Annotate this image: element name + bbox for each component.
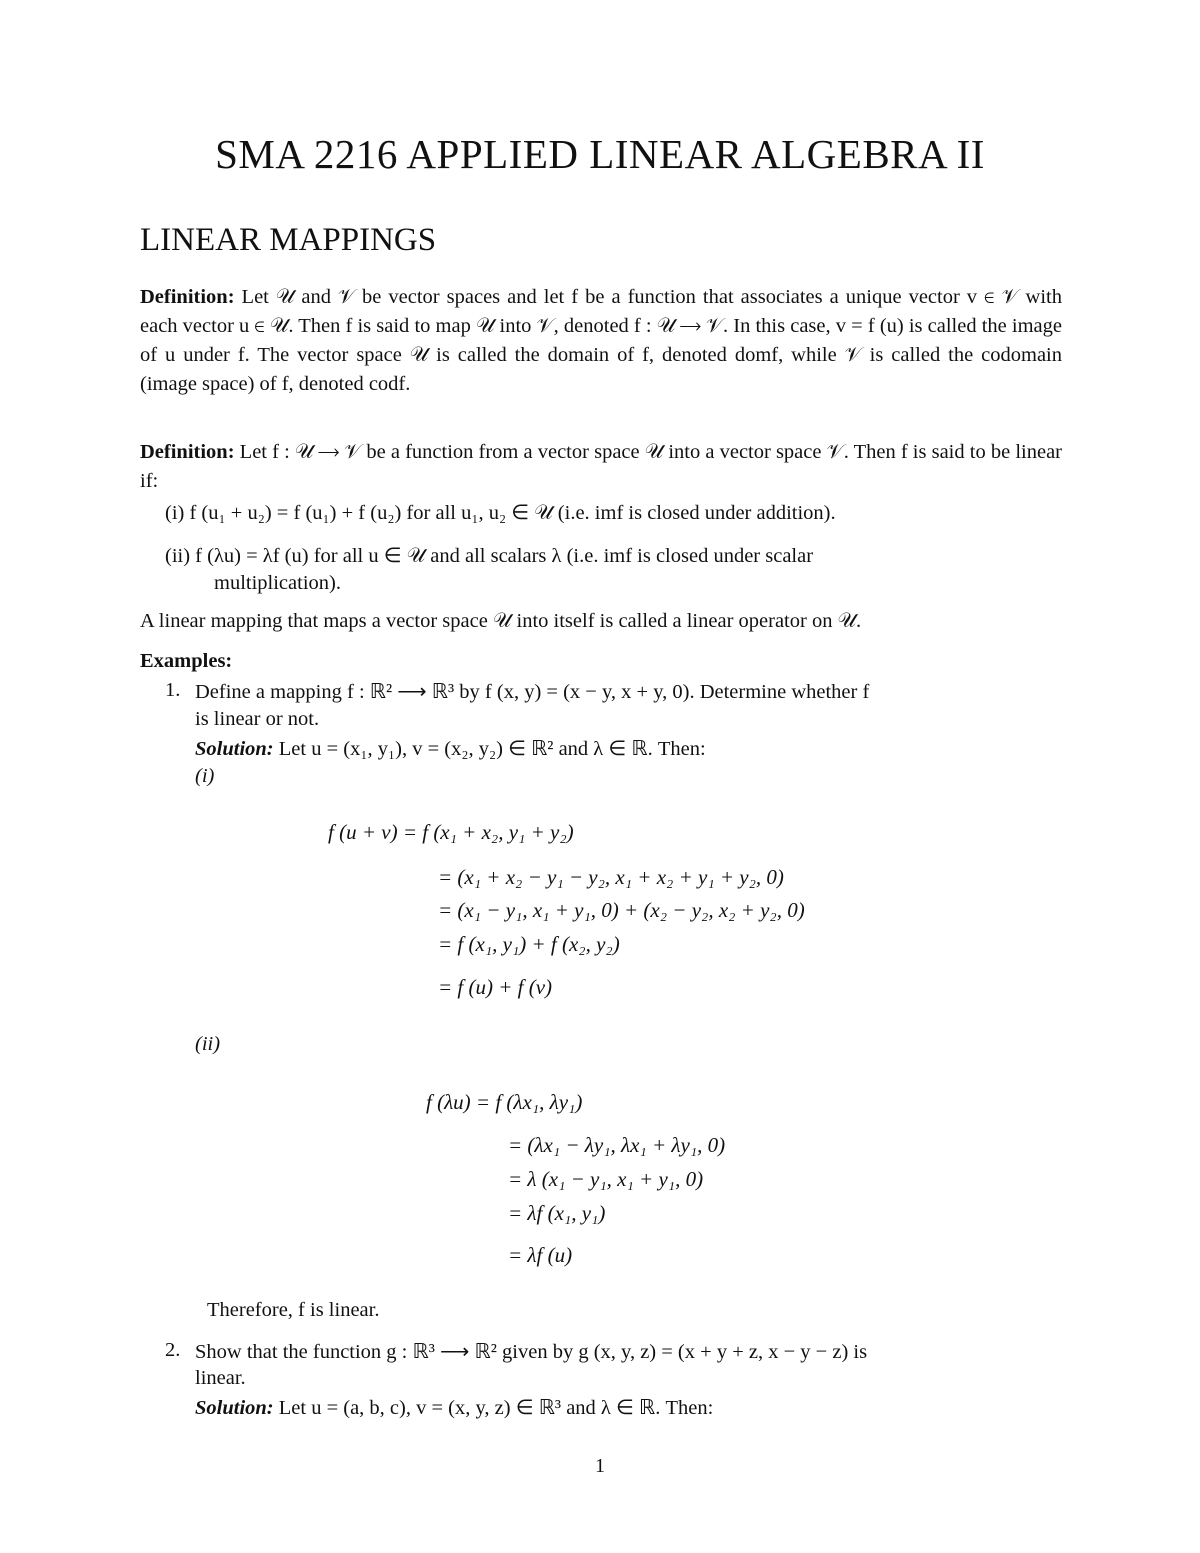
equation-line: = (λx₁ − λy₁, λx₁ + λy₁, 0)	[508, 1133, 726, 1157]
definition-text: Let f : 𝒰 ⟶ 𝒱 be a function from a vector space 𝒰 into a vector space 𝒱. Then f is said to be linear if:	[140, 441, 1062, 492]
example-2-statement-cont: linear.	[195, 1367, 246, 1389]
example-1-number: 1.	[165, 679, 181, 701]
example-2-number: 2.	[165, 1339, 181, 1361]
document-title: SMA 2216 APPLIED LINEAR ALGEBRA II	[215, 131, 985, 177]
example-1-statement: Define a mapping f : ℝ² ⟶ ℝ³ by f (x, y) = (x − y, x + y, 0). Determine whether f	[195, 681, 870, 703]
definition-mapping	[140, 283, 1062, 399]
example-2-solution	[195, 1395, 713, 1420]
example-1-part-i: (i)	[195, 765, 215, 787]
equation-line: = (x₁ − y₁, x₁ + y₁, 0) + (x₂ − y₂, x₂ + y₂, 0)	[438, 898, 805, 922]
equation-line: = (x₁ + x₂ − y₁ − y₂, x₁ + x₂ + y₁ + y₂, 0)	[438, 865, 784, 889]
equation-line: = λ (x₁ − y₁, x₁ + y₁, 0)	[508, 1167, 704, 1191]
example-1-conclusion: Therefore, f is linear.	[207, 1299, 380, 1321]
equation-line: f (λu) = f (λx₁, λy₁)	[426, 1090, 583, 1114]
solution-text: Let u = (a, b, c), v = (x, y, z) ∈ ℝ³ and λ ∈ ℝ. Then:	[278, 1397, 714, 1419]
example-2-statement: Show that the function g : ℝ³ ⟶ ℝ² given by g (x, y, z) = (x + y + z, x − y − z) is	[195, 1341, 868, 1363]
equation-line: = f (u) + f (v)	[438, 975, 553, 999]
linear-operator-sentence: A linear mapping that maps a vector space 𝒰 into itself is called a linear operator on 𝒰.	[140, 610, 862, 632]
example-1-solution	[195, 736, 706, 761]
definition-linear	[140, 438, 1062, 496]
linearity-condition-1: (i) f (u₁ + u₂) = f (u₁) + f (u₂) for all u₁, u₂ ∈ 𝒰 (i.e. imf is closed under addition).	[165, 502, 836, 524]
equation-line: = λf (x₁, y₁)	[508, 1201, 606, 1225]
solution-text: Let u = (x₁, y₁), v = (x₂, y₂) ∈ ℝ² and λ ∈ ℝ. Then:	[278, 738, 706, 760]
equation-line: f (u + v) = f (x₁ + x₂, y₁ + y₂)	[328, 820, 574, 844]
page-number: 1	[595, 1455, 605, 1477]
equation-line: = f (x₁, y₁) + f (x₂, y₂)	[438, 932, 620, 956]
equation-line: = λf (u)	[508, 1243, 573, 1267]
definition-label: Definition:	[140, 441, 235, 463]
section-heading: LINEAR MAPPINGS	[140, 222, 437, 258]
linearity-condition-2-cont: multiplication).	[214, 572, 341, 594]
linearity-condition-2: (ii) f (λu) = λf (u) for all u ∈ 𝒰 and all scalars λ (i.e. imf is closed under scalar	[165, 545, 814, 567]
example-1-part-ii: (ii)	[195, 1033, 221, 1055]
solution-label: Solution:	[195, 738, 274, 760]
examples-heading: Examples:	[140, 650, 233, 672]
definition-text: Let 𝒰 and 𝒱 be vector spaces and let f be a function that associates a unique vector v ∈ 𝒱 with each vector u ∈ 𝒰. Then f is said to map 𝒰 into 𝒱, denoted f : 𝒰 ⟶ 𝒱. In this case, v = f (u) is called the image of u under f. The vector space 𝒰 is called the domain of f, denoted domf, while 𝒱 is called the codomain (image space) of f, denoted codf.	[140, 286, 1062, 395]
definition-label: Definition:	[140, 286, 235, 308]
solution-label: Solution:	[195, 1397, 274, 1419]
example-1-statement-cont: is linear or not.	[195, 708, 320, 730]
